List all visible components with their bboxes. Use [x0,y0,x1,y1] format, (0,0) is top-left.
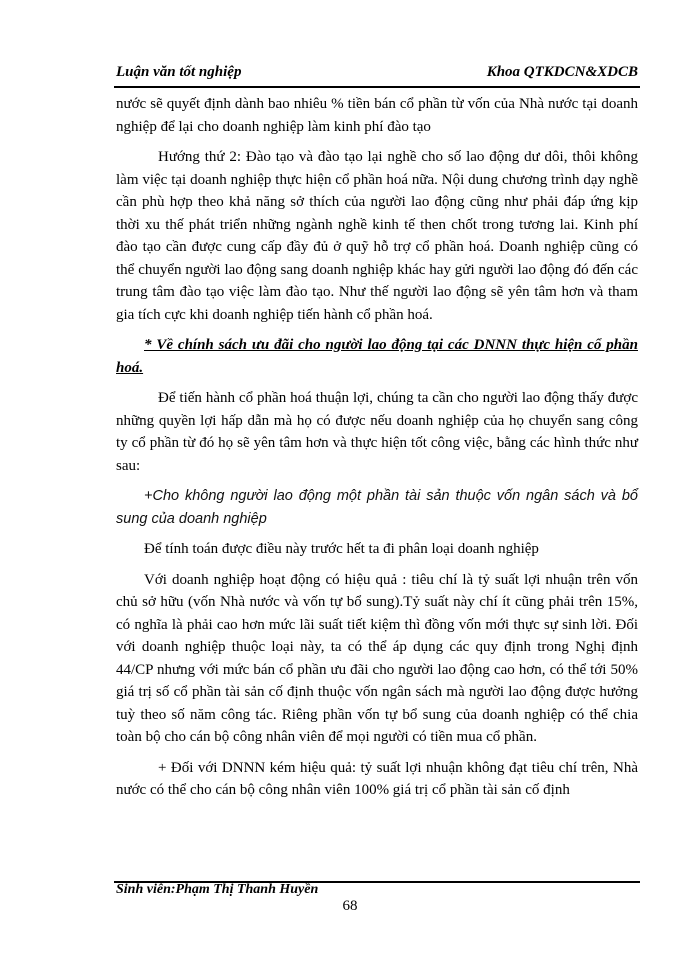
page-number: 68 [342,898,358,914]
paragraph-4-italic: +Cho không người lao động một phần tài sản thuộc vốn ngân sách và bổ sung của doanh nghiệp [116,488,638,527]
paragraph-5: Để tính toán được điều này trước hết ta đi phân loại doanh nghiệp [144,541,539,557]
paragraph-3: Để tiến hành cổ phần hoá thuận lợi, chúng ta cần cho người lao động thấy được những quyền lợi hấp dẫn mà họ có được nếu doanh nghiệp của họ chuyển sang công ty cổ phần từ đó họ sẽ yên tâm hơn và thực hiện tốt công việc, bằng các hình thức như sau: [116,390,638,474]
page-header [116,64,638,86]
section-heading: * Về chính sách ưu đãi cho người lao động tại các DNNN thực hiện cổ phần hoá. [116,337,638,376]
header-faculty: Khoa QTKDCN&XDCB [486,64,638,80]
footer-student-name: Sinh viên:Phạm Thị Thanh Huyền [116,882,319,897]
paragraph-7: + Đối với DNNN kém hiệu quả: tỷ suất lợi nhuận không đạt tiêu chí trên, Nhà nước có thể cho cán bộ công nhân viên 100% giá trị cổ phần tài sản cố định [116,759,638,798]
paragraph-6: Với doanh nghiệp hoạt động có hiệu quả : tiêu chí là tỷ suất lợi nhuận trên vốn chủ sở hữu (vốn Nhà nước và vốn tự bổ sung).Tỷ suất này chí ít cũng phải trên 15%, có nghĩa là phải cao hơn mức lãi suất tiết kiệm thì đồng vốn mới thực sự sinh lời. Đối với doanh nghiệp thuộc loại này, ta có thể áp dụng các quy định trong Nghị định 44/CP nhưng với mức bán cổ phần ưu đãi cho người lao động cao hơn, có thể tới 50% giá trị số cổ phần tài sản cố định thuộc vốn ngân sách mà người lao động được hưởng tuỳ theo số năm công tác. Riêng phần vốn tự bổ sung của doanh nghiệp có thể chia toàn bộ cho cán bộ công nhân viên để mọi người có tiền mua cổ phần. [116,571,638,745]
document-body [116,93,638,810]
paragraph-1: nước sẽ quyết định dành bao nhiêu % tiền bán cổ phần từ vốn của Nhà nước tại doanh nghiệp để lại cho doanh nghiệp làm kinh phí đào tạo [116,96,638,135]
header-thesis-title: Luận văn tốt nghiệp [116,64,242,80]
header-rule [114,86,640,88]
paragraph-2: Hướng thứ 2: Đào tạo và đào tạo lại nghề cho số lao động dư dôi, thôi không làm việc tại doanh nghiệp thực hiện cổ phần hoá nữa. Nội dung chương trình dạy nghề cần phù hợp theo khả năng sở thích của người lao động cũng như phải đáp ứng kịp thời xu thế phát triển những ngành nghề kinh tế then chốt trong tương lai. Kinh phí đào tạo cần được cung cấp đầy đủ ở quỹ hỗ trợ cổ phần hoá. Doanh nghiệp cũng có thể chuyển người lao động sang doanh nghiệp khác hay gửi người lao động đó đến các trung tâm đào tạo việc làm đào tạo. Như thế người lao động sẽ yên tâm hơn và tham gia tích cực khi doanh nghiệp tiến hành cổ phần hoá. [116,149,638,323]
